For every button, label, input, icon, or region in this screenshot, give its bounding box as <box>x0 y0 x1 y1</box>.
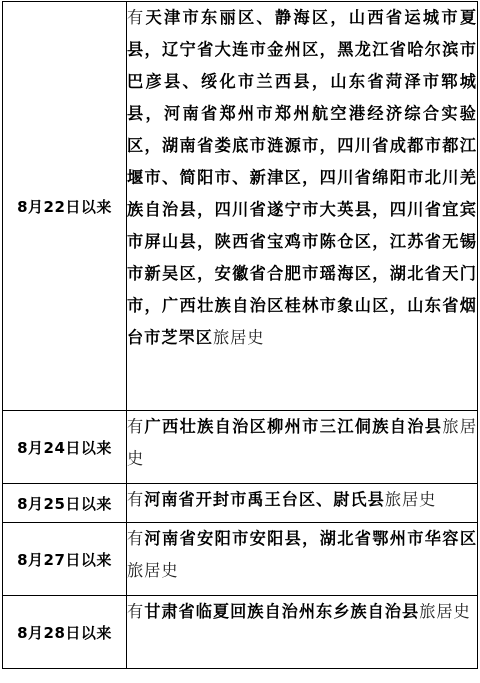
table-row <box>3 2 478 411</box>
date-cell: 8月27日以来 <box>3 523 127 596</box>
prefix-text: 有 <box>127 529 145 548</box>
date-cell: 8月25日以来 <box>3 484 127 523</box>
suffix-text: 旅居史 <box>212 328 265 347</box>
suffix-text: 旅居史 <box>419 602 471 621</box>
travel-history-table <box>2 1 478 669</box>
areas-text: 河南省安阳市安阳县，湖北省鄂州市华容区 <box>144 529 478 548</box>
date-cell: 8月24日以来 <box>3 411 127 484</box>
prefix-text: 有 <box>127 490 145 509</box>
area-cell <box>127 523 478 596</box>
prefix-text: 有 <box>127 8 146 27</box>
area-cell <box>127 411 478 484</box>
area-cell <box>127 484 478 523</box>
areas-text: 天津市东丽区、静海区，山西省运城市夏县，辽宁省大连市金州区，黑龙江省哈尔滨市巴彦县、绥化市兰西县，山东省菏泽市郓城县，河南省郑州市郑州航空港经济综合实验区，湖南省娄底市涟源市，四川省成都市都江堰市、简阳市、新津区，四川省绵阳市北川羌族自治县，四川省遂宁市大英县，四川省宜宾市屏山县，陕西省宝鸡市陈仓区，江苏省无锡市新吴区，安徽省合肥市瑶海区，湖北省天门市，广西壮族自治区桂林市象山区，山东省烟台市芝罘区 <box>127 8 478 347</box>
table-row <box>3 411 478 484</box>
date-cell: 8月28日以来 <box>3 596 127 669</box>
area-cell <box>127 596 478 669</box>
date-cell: 8月22日以来 <box>3 2 127 411</box>
areas-text: 甘肃省临夏回族自治州东乡族自治县 <box>144 602 420 621</box>
suffix-text: 旅居史 <box>384 490 437 509</box>
suffix-text: 旅居史 <box>127 561 179 580</box>
table-row <box>3 484 478 523</box>
areas-text: 河南省开封市禹王台区、尉氏县 <box>144 490 385 509</box>
table-row <box>3 596 478 669</box>
prefix-text: 有 <box>127 602 145 621</box>
suffix-text: 旅居史 <box>127 417 478 468</box>
table-row <box>3 523 478 596</box>
area-cell <box>127 2 478 411</box>
prefix-text: 有 <box>127 417 145 436</box>
areas-text: 广西壮族自治区柳州市三江侗族自治县 <box>144 417 443 436</box>
